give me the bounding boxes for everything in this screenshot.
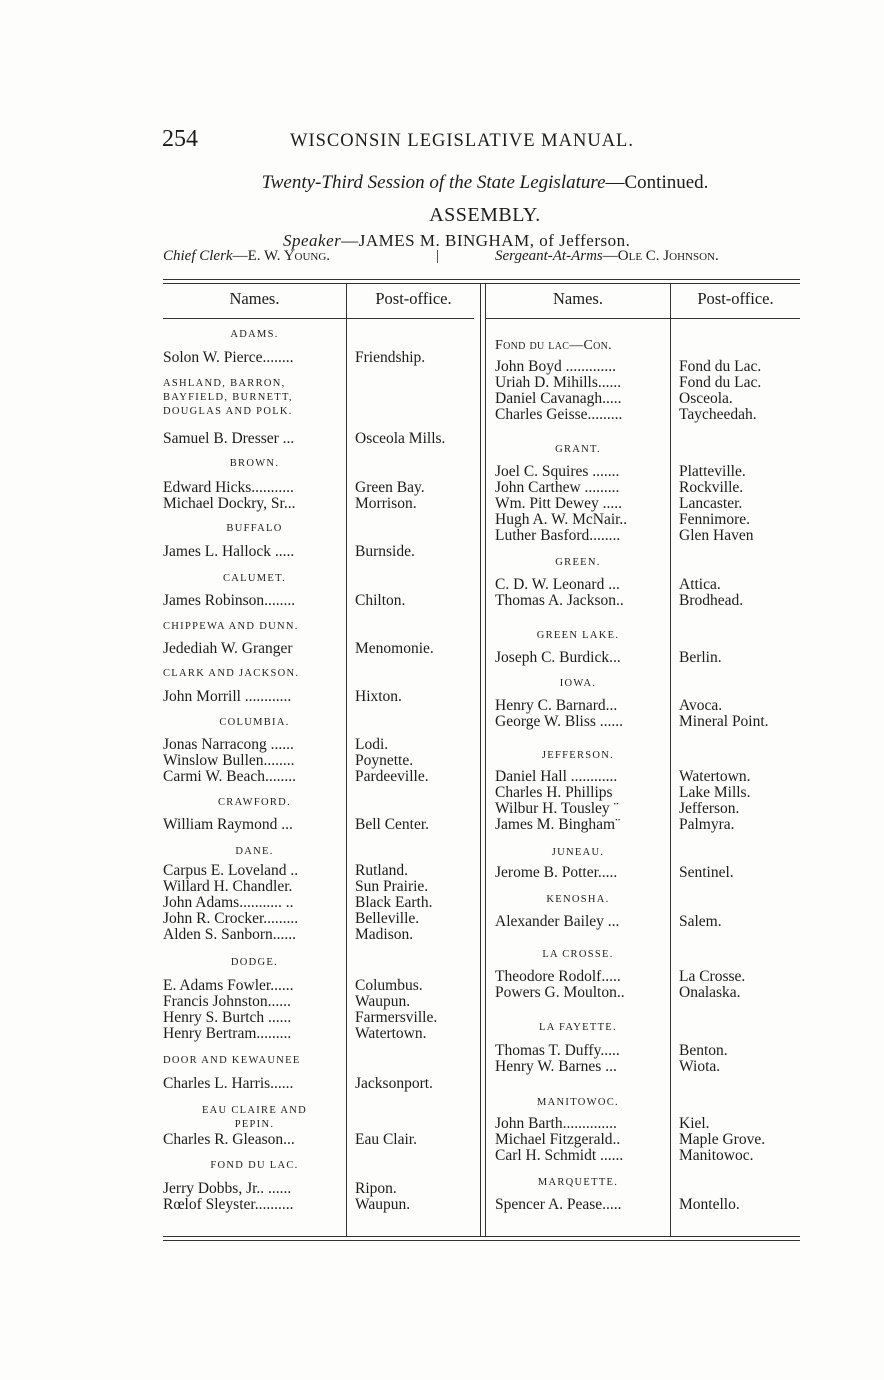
member-post-office: Montello. [679,1196,740,1213]
member-name: Joel C. Squires ....... [495,463,620,480]
member-post-office: Kiel. [679,1115,710,1132]
member-name: Hugh A. W. McNair.. [495,511,628,528]
member-post-office: Belleville. [355,910,420,927]
member-name: E. Adams Fowler...... [163,977,294,994]
member-name: John Barth.............. [495,1115,617,1132]
county-heading: BUFFALO [226,523,283,534]
member-name: Winslow Bullen........ [163,752,295,769]
member-post-office: Berlin. [679,649,722,666]
member-post-office: Rutland. [355,862,408,879]
member-name: John R. Crocker......... [163,910,299,927]
member-name: John Carthew ......... [495,479,620,496]
member-name: Daniel Hall ............ [495,768,618,785]
member-name: Edward Hicks........... [163,479,294,496]
member-name: Henry Bertram......... [163,1025,292,1042]
member-name: Wilbur H. Tousley ¨ [495,800,619,817]
member-name: Jonas Narracong ...... [163,736,294,753]
page-number: 254 [162,126,198,152]
chief-clerk [163,248,330,265]
member-post-office: Morrison. [355,495,417,512]
member-post-office: Mineral Point. [679,713,769,730]
member-name: Joseph C. Burdick... [495,649,621,666]
county-heading: CHIPPEWA AND DUNN. [163,621,299,632]
member-name: Luther Basford........ [495,527,621,544]
member-name: James M. Bingham¨ [495,816,621,833]
table-top-rule [163,279,800,280]
member-post-office: Palmyra. [679,816,735,833]
member-name: Thomas T. Duffy..... [495,1042,620,1059]
member-post-office: Waupun. [355,993,411,1010]
member-post-office: Glen Haven [679,527,754,544]
county-heading: EAU CLAIRE AND [201,1105,308,1116]
member-post-office: Watertown. [355,1025,427,1042]
session-title-italic: Twenty-Third Session of the State Legislature [261,172,606,193]
county-heading: CLARK AND JACKSON. [163,668,300,679]
county-heading: DODGE. [230,957,279,968]
member-post-office: Poynette. [355,752,414,769]
county-heading: COLUMBIA. [219,717,290,728]
member-post-office: Fond du Lac. [679,374,762,391]
table-top-rule-2 [163,283,800,284]
county-heading: CALUMET. [223,573,286,584]
member-post-office: Lancaster. [679,495,743,512]
header-names-right: Names. [553,289,603,308]
member-post-office: Onalaska. [679,984,741,1001]
member-name: James Robinson........ [163,592,296,609]
county-heading: DOUGLAS AND POLK. [163,406,293,417]
county-heading: LA FAYETTE. [539,1022,617,1033]
member-name: Henry S. Burtch ...... [163,1009,292,1026]
member-name: Willard H. Chandler. [163,878,293,895]
county-heading: BAYFIELD, BURNETT, [163,392,293,403]
member-name: Uriah D. Mihills...... [495,374,622,391]
running-title: WISCONSIN LEGISLATIVE MANUAL. [290,131,634,151]
sergeant-value: —Ole C. Johnson. [602,248,719,264]
house-title: ASSEMBLY. [429,204,541,226]
member-post-office: Madison. [355,926,414,943]
member-post-office: Menomonie. [355,640,434,657]
member-name: John Adams........... .. [163,894,294,911]
session-title [0,172,884,194]
member-post-office: Pardeeville. [355,768,429,785]
county-heading: IOWA. [559,678,597,689]
county-heading: KENOSHA. [546,894,610,905]
member-post-office: Jacksonport. [355,1075,433,1092]
member-post-office: Chilton. [355,592,406,609]
county-heading: GRANT. [555,444,601,455]
member-post-office: Fennimore. [679,511,751,528]
member-post-office: Black Earth. [355,894,433,911]
member-name: Alden S. Sanborn...... [163,926,297,943]
member-post-office: La Crosse. [679,968,746,985]
table-bottom-rule-2 [163,1240,800,1241]
member-post-office: Jefferson. [679,800,740,817]
member-post-office: Platteville. [679,463,746,480]
member-name: Carmi W. Beach........ [163,768,297,785]
member-post-office: Waupun. [355,1196,411,1213]
member-post-office: Fond du Lac. [679,358,762,375]
member-post-office: Lodi. [355,736,389,753]
county-heading: JEFFERSON. [541,750,615,761]
member-post-office: Wiota. [679,1058,721,1075]
header-postoffice-right: Post-office. [697,289,774,308]
county-heading: Fond du lac—Con. [495,338,612,353]
member-name: Wm. Pitt Dewey ..... [495,495,622,512]
member-post-office: Watertown. [679,768,751,785]
county-heading: PEPIN. [234,1119,275,1130]
county-heading: ADAMS. [230,329,279,340]
member-name: Jedediah W. Granger [163,640,293,657]
county-heading: MANITOWOC. [537,1097,619,1108]
member-post-office: Lake Mills. [679,784,751,801]
member-post-office: Salem. [679,913,722,930]
member-post-office: Green Bay. [355,479,425,496]
member-post-office: Burnside. [355,543,415,560]
member-name: John Boyd ............. [495,358,616,375]
member-post-office: Avoca. [679,697,723,714]
member-name: Daniel Cavanagh..... [495,390,622,407]
member-post-office: Rockville. [679,479,744,496]
member-post-office: Osceola Mills. [355,430,446,447]
member-post-office: Ripon. [355,1180,397,1197]
header-postoffice-left: Post-office. [375,289,452,308]
officers-separator: | [436,248,440,264]
member-post-office: Osceola. [679,390,733,407]
member-name: Samuel B. Dresser ... [163,430,295,447]
county-heading: MARQUETTE. [537,1177,619,1188]
member-name: Charles L. Harris...... [163,1075,294,1092]
chief-clerk-value: —E. W. Young. [232,248,331,264]
member-name: Rœlof Sleyster.......... [163,1196,294,1213]
county-heading: ASHLAND, BARRON, [163,378,286,389]
member-name: C. D. W. Leonard ... [495,576,620,593]
speaker-label: Speaker [283,231,342,250]
member-name: Thomas A. Jackson.. [495,592,624,609]
session-title-tail: —Continued. [605,172,709,193]
sergeant-at-arms [495,248,719,265]
member-name: Jerome B. Potter..... [495,864,618,881]
county-heading: GREEN LAKE. [536,630,620,641]
member-post-office: Attica. [679,576,721,593]
county-heading: FOND DU LAC. [210,1160,299,1171]
county-heading: JUNEAU. [551,847,605,858]
member-name: Spencer A. Pease..... [495,1196,622,1213]
header-names-left: Names. [229,289,280,308]
sergeant-label: Sergeant-At-Arms [495,248,603,264]
member-name: Carpus E. Loveland .. [163,862,299,879]
member-name: Jerry Dobbs, Jr.. ...... [163,1180,292,1197]
member-name: Solon W. Pierce........ [163,349,294,366]
county-heading: CRAWFORD. [218,797,291,808]
county-heading: GREEN. [555,557,601,568]
member-name: George W. Bliss ...... [495,713,624,730]
right-roster [0,318,884,1238]
member-name: William Raymond ... [163,816,293,833]
member-post-office: Columbus. [355,977,423,994]
member-post-office: Manitowoc. [679,1147,754,1164]
member-post-office: Eau Clair. [355,1131,417,1148]
member-name: James L. Hallock ..... [163,543,295,560]
member-name: Francis Johnston...... [163,993,291,1010]
member-name: Henry W. Barnes ... [495,1058,617,1075]
member-post-office: Sentinel. [679,864,734,881]
member-post-office: Bell Center. [355,816,430,833]
member-post-office: Brodhead. [679,592,744,609]
member-post-office: Taycheedah. [679,406,757,423]
member-post-office: Hixton. [355,688,402,705]
member-name: Alexander Bailey ... [495,913,620,930]
member-name: John Morrill ............ [163,688,292,705]
member-name: Charles Geisse......... [495,406,623,423]
member-name: Charles H. Phillips [495,784,613,801]
member-post-office: Maple Grove. [679,1131,766,1148]
member-name: Carl H. Schmidt ...... [495,1147,624,1164]
member-name: Michael Dockry, Sr... [163,495,296,512]
county-heading: DANE. [235,846,274,857]
county-heading: DOOR AND KEWAUNEE [163,1055,301,1066]
county-heading: LA CROSSE. [542,949,614,960]
member-name: Michael Fitzgerald.. [495,1131,621,1148]
member-post-office: Farmersville. [355,1009,438,1026]
chief-clerk-label: Chief Clerk [163,248,233,264]
member-post-office: Benton. [679,1042,728,1059]
member-post-office: Sun Prairie. [355,878,429,895]
speaker-value: —JAMES M. BINGHAM, of Jefferson. [341,231,631,250]
member-post-office: Friendship. [355,349,426,366]
member-name: Powers G. Moulton.. [495,984,625,1001]
member-name: Theodore Rodolf..... [495,968,621,985]
member-name: Henry C. Barnard... [495,697,618,714]
member-name: Charles R. Gleason... [163,1131,295,1148]
county-heading: BROWN. [229,458,280,469]
